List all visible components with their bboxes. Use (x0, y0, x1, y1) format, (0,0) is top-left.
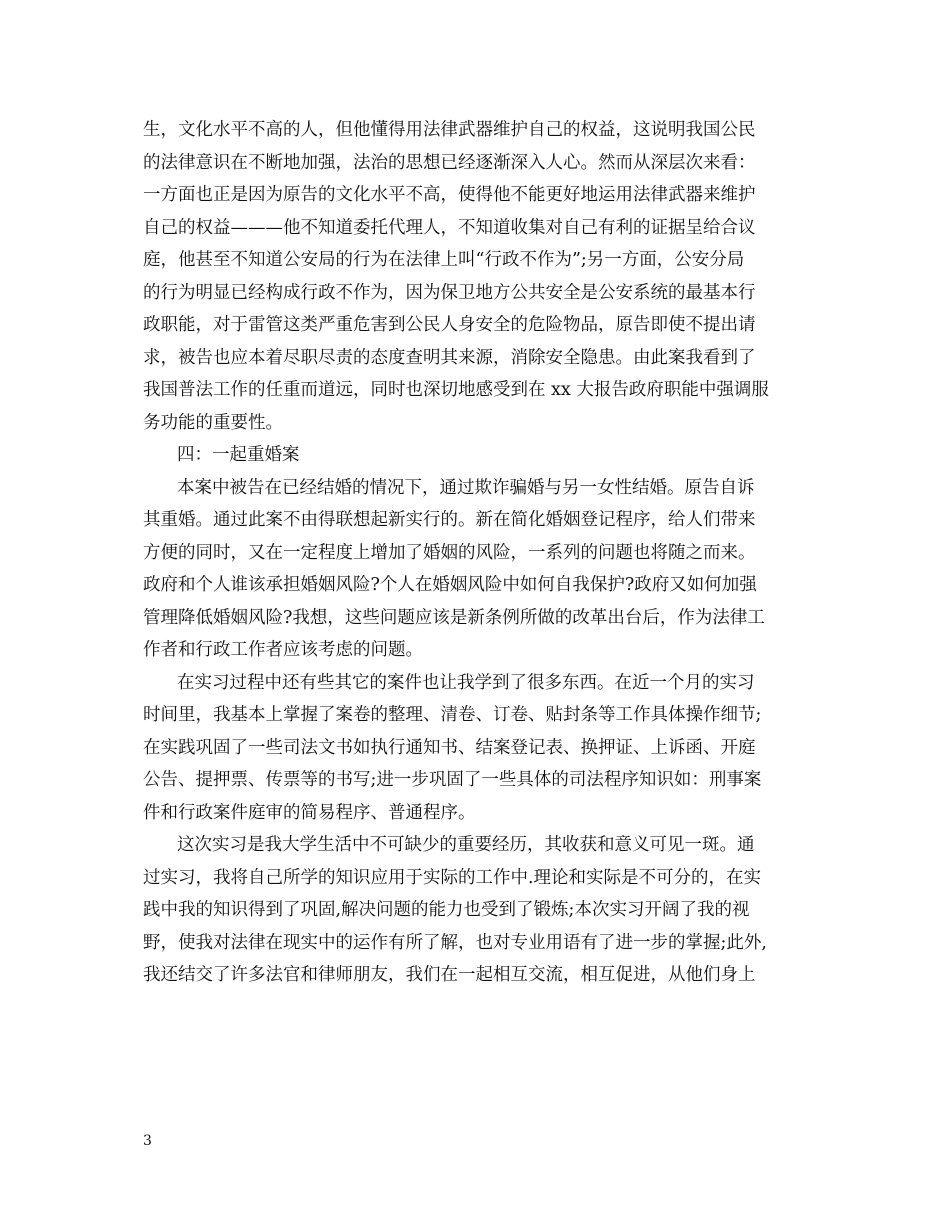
paragraph-first-line: 这次实习是我大学生活中不可缺少的重要经历，其收获和意义可见一斑。通 (177, 835, 755, 855)
body-text (143, 114, 823, 992)
text-line: 在实践巩固了一些司法文书如执行通知书、结案登记表、换押证、上诉函、开庭 (143, 737, 756, 758)
text-line: 我国普法工作的任重而道远，同时也深切地感受到在 xx 大报告政府职能中强调服 (143, 380, 769, 400)
text-line: 庭，他甚至不知道公安局的行为在法律上叫“行政不作为”;另一方面，公安分局 (143, 250, 745, 270)
text-line: 的行为明显已经构成行政不作为，因为保卫地方公共安全是公安系统的最基本行 (143, 282, 756, 303)
text-line: 一方面也正是因为原告的文化水平不高，使得他不能更好地运用法律武器来维护 (143, 185, 756, 205)
text-line: 政府和个人谁该承担婚姻风险?个人在婚姻风险中如何自我保护?政府又如何加强 (143, 575, 757, 595)
text-line: 我还结交了许多法官和律师朋友，我们在一起相互交流，相互促进，从他们身上 (143, 965, 756, 985)
text-line: 作者和行政工作者应该考虑的问题。 (143, 640, 423, 660)
text-line: 件和行政案件庭审的简易程序、普通程序。 (143, 802, 476, 823)
text-line: 的法律意识在不断地加强，法治的思想已经逐渐深入人心。然而从深层次来看： (143, 152, 756, 173)
paragraph-first-line: 本案中被告在已经结婚的情况下，通过欺诈骗婚与另一女性结婚。原告自诉 (177, 477, 755, 498)
section-heading: 四：一起重婚案 (177, 445, 300, 465)
text-line: 公告、提押票、传票等的书写;进一步巩固了一些具体的司法程序知识如：刑事案 (143, 770, 762, 790)
text-line: 生，文化水平不高的人，但他懂得用法律武器维护自己的权益，这说明我国公民 (143, 120, 756, 140)
paragraph-first-line: 在实习过程中还有些其它的案件也让我学到了很多东西。在近一个月的实习 (177, 672, 755, 693)
text-line: 其重婚。通过此案不由得联想起新实行的。新在简化婚姻登记程序，给人们带来 (143, 510, 756, 530)
text-line: 野，使我对法律在现实中的运作有所了解，也对专业用语有了进一步的掌握;此外, (143, 932, 767, 953)
text-line: 践中我的知识得到了巩固,解决问题的能力也受到了锻炼;本次实习开阔了我的视 (143, 900, 750, 920)
text-line: 管理降低婚姻风险?我想，这些问题应该是新条例所做的改革出台后，作为法律工 (143, 607, 765, 628)
text-line: 自己的权益———他不知道委托代理人，不知道收集对自己有利的证据呈给合议 (143, 217, 756, 238)
text-line: 务功能的重要性。 (143, 412, 283, 433)
text-line: 求，被告也应本着尽职尽责的态度查明其来源，消除安全隐患。由此案我看到了 (143, 347, 756, 368)
text-line: 时间里，我基本上掌握了案卷的整理、清卷、订卷、贴封条等工作具体操作细节; (143, 705, 762, 725)
text-line: 过实习，我将自己所学的知识应用于实际的工作中.理论和实际是不可分的，在实 (143, 867, 762, 888)
page-number: 3 (143, 1133, 152, 1149)
text-line: 政职能，对于雷管这类严重危害到公民人身安全的危险物品，原告即使不提出请 (143, 315, 756, 335)
text-line: 方便的同时，又在一定程度上增加了婚姻的风险，一系列的问题也将随之而来。 (143, 542, 756, 563)
